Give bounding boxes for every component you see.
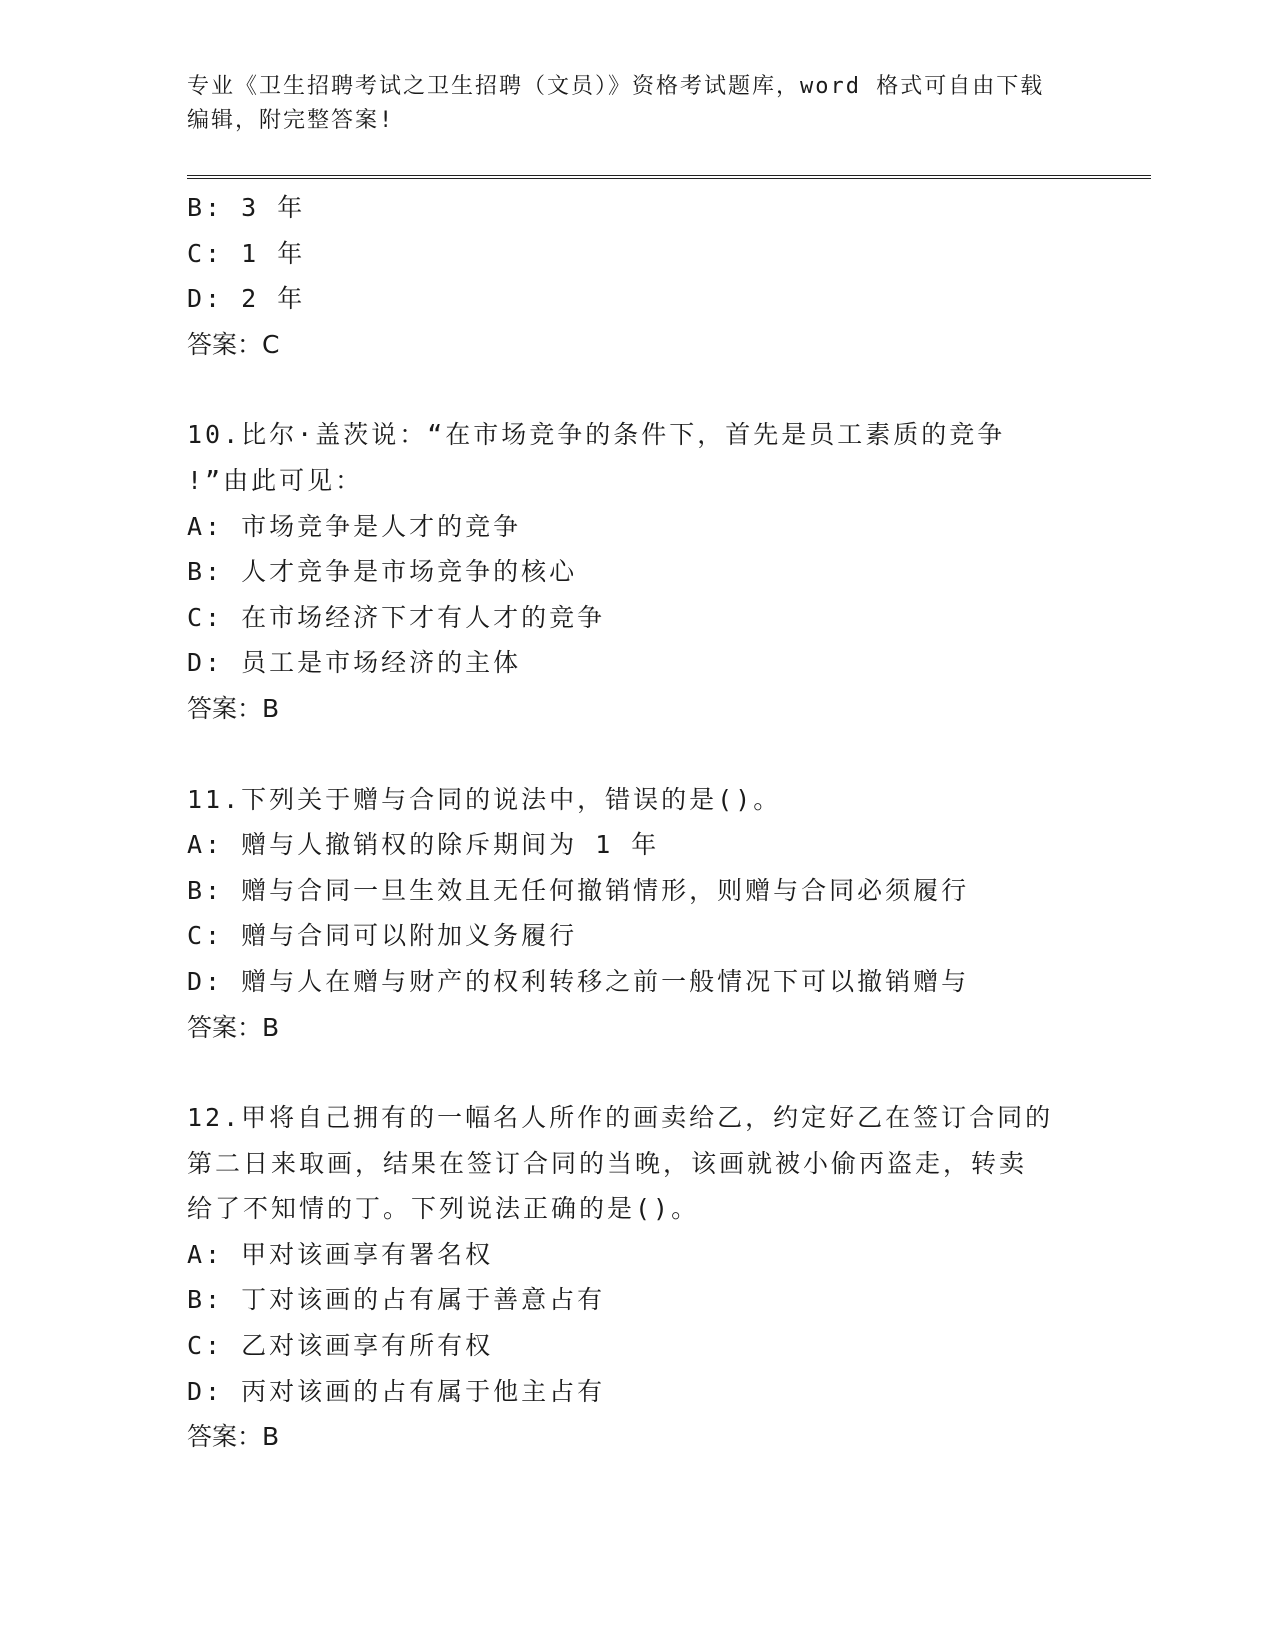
question-12 [187,1095,1147,1460]
option-a: A: 甲对该画享有署名权 [187,1239,494,1269]
answer-label: 答案：B [187,693,280,723]
question-stem: 给了不知情的丁。下列说法正确的是()。 [187,1194,700,1224]
option-b: B: 人才竞争是市场竞争的核心 [187,557,578,587]
document-header [187,70,1067,138]
question-10 [187,412,1147,731]
question-stem: 10.比尔·盖茨说：“在市场竞争的条件下，首先是员工素质的竞争 [187,420,1006,450]
question-11 [187,777,1147,1051]
option-d: D: 2 年 [187,284,306,314]
option-d: D: 赠与人在赠与财产的权利转移之前一般情况下可以撤销赠与 [187,966,970,996]
header-line-2: 编辑，附完整答案! [187,108,395,133]
question-stem: 11.下列关于赠与合同的说法中，错误的是()。 [187,784,782,814]
question-partial [187,185,1147,367]
header-divider [187,175,1151,179]
question-list [187,185,1147,1460]
answer-label: 答案：C [187,329,280,359]
option-a: A: 赠与人撤销权的除斥期间为 1 年 [187,830,660,860]
option-d: D: 员工是市场经济的主体 [187,648,522,678]
question-stem: 第二日来取画，结果在签订合同的当晚，该画就被小偷丙盗走，转卖 [187,1148,1028,1178]
question-stem: 12.甲将自己拥有的一幅名人所作的画卖给乙，约定好乙在签订合同的 [187,1103,1054,1133]
question-stem: !”由此可见： [187,465,364,495]
answer-label: 答案：B [187,1422,280,1452]
option-c: C: 赠与合同可以附加义务履行 [187,921,578,951]
option-b: B: 丁对该画的占有属于善意占有 [187,1285,606,1315]
document-page [187,70,1147,1460]
option-d: D: 丙对该画的占有属于他主占有 [187,1376,606,1406]
header-line-1: 专业《卫生招聘考试之卫生招聘（文员）》资格考试题库，word 格式可自由下载 [187,74,1045,99]
option-b: B: 3 年 [187,193,306,222]
option-c: C: 1 年 [187,238,306,268]
option-c: C: 乙对该画享有所有权 [187,1331,494,1361]
option-b: B: 赠与合同一旦生效且无任何撤销情形，则赠与合同必须履行 [187,875,970,905]
option-a: A: 市场竞争是人才的竞争 [187,511,522,541]
answer-label: 答案：B [187,1012,280,1042]
option-c: C: 在市场经济下才有人才的竞争 [187,602,606,632]
